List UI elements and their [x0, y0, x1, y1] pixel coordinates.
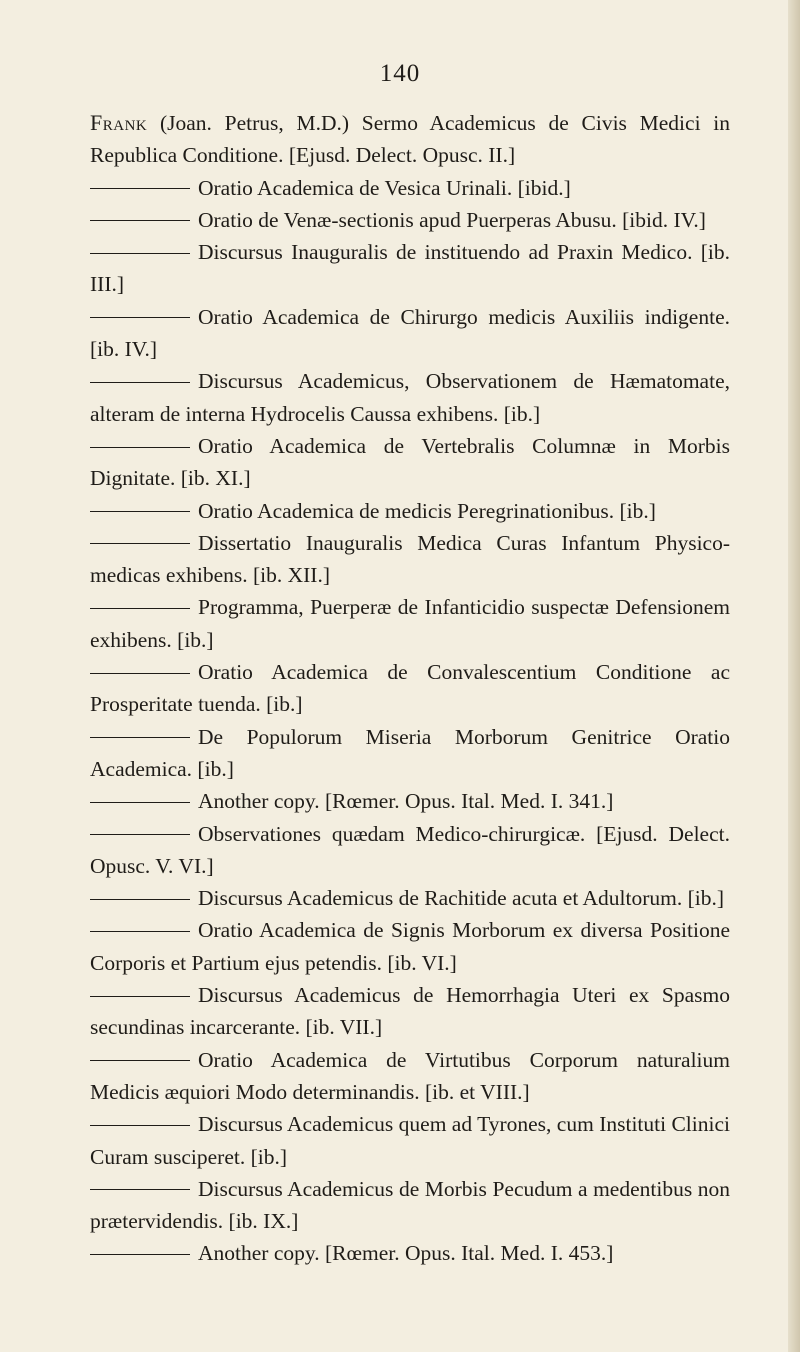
entry-text: Oratio Academica de Convalescentium Conditione ac Prosperitate tuenda. [ib.]: [90, 660, 730, 717]
ditto-rule: [90, 996, 190, 997]
ditto-rule: [90, 931, 190, 932]
ditto-rule: [90, 220, 190, 221]
entry-text: Discursus Academicus de Morbis Pecudum a medentibus non prætervidendis. [ib. IX.]: [90, 1176, 730, 1234]
author-name: Frank: [90, 110, 148, 135]
catalogue-entry: [90, 882, 730, 914]
catalogue-entry: [90, 172, 730, 204]
ditto-rule: [90, 1254, 190, 1255]
ditto-rule: [90, 188, 190, 189]
catalogue-entry: [90, 1044, 730, 1109]
entry-text: Another copy. [Rœmer. Opus. Ital. Med. I. 341.]: [198, 789, 614, 814]
ditto-rule: [90, 608, 190, 609]
catalogue-entry: [90, 721, 730, 786]
entry-text: Discursus Inauguralis de instituendo ad Praxin Medico. [ib. III.]: [90, 240, 730, 297]
page-number: 140: [379, 60, 421, 87]
ditto-rule: [90, 834, 190, 835]
catalogue-entry: [90, 656, 730, 721]
ditto-rule: [90, 382, 190, 383]
entry-text: (Joan. Petrus, M.D.) Sermo Academicus de Civis Medici in Republica Conditione. [Ejusd. Delect. Opusc. II.]: [90, 111, 730, 168]
ditto-rule: [90, 1189, 190, 1190]
ditto-rule: [90, 511, 190, 512]
entry-text: Discursus Academicus de Rachitide acuta et Adultorum. [ib.]: [198, 886, 725, 911]
catalogue-entry: [90, 495, 730, 527]
catalogue-entry: [90, 818, 730, 883]
entry-text: Oratio Academica de Vertebralis Columnæ in Morbis Dignitate. [ib. XI.]: [90, 433, 730, 491]
ditto-rule: [90, 253, 190, 254]
entry-text: Programma, Puerperæ de Infanticidio suspectæ Defensionem exhibens. [ib.]: [90, 595, 730, 652]
catalogue-entry: [90, 1173, 730, 1238]
entry-text: Dissertatio Inauguralis Medica Curas Infantum Physico-medicas exhibens. [ib. XII.]: [90, 530, 730, 588]
catalogue-text: [90, 107, 730, 1270]
catalogue-entry: [90, 204, 730, 236]
entry-text: Oratio Academica de medicis Peregrinationibus. [ib.]: [198, 498, 656, 523]
catalogue-entry-first: [90, 107, 730, 172]
ditto-rule: [90, 1125, 190, 1126]
catalogue-entry: [90, 236, 730, 301]
catalogue-entry: [90, 1108, 730, 1173]
catalogue-entry: [90, 591, 730, 656]
ditto-rule: [90, 317, 190, 318]
entry-text: Another copy. [Rœmer. Opus. Ital. Med. I. 453.]: [198, 1241, 614, 1266]
catalogue-entry: [90, 527, 730, 592]
entry-text: Discursus Academicus, Observationem de Hæmatomate, alteram de interna Hydrocelis Caussa exhibens. [ib.]: [90, 369, 730, 426]
catalogue-entry: [90, 979, 730, 1044]
ditto-rule: [90, 447, 190, 448]
catalogue-entry: [90, 430, 730, 495]
entry-text: Oratio Academica de Vesica Urinali. [ibid.]: [198, 175, 571, 200]
catalogue-entry: [90, 914, 730, 979]
catalogue-entry: [90, 1237, 730, 1269]
entry-text: Observationes quædam Medico-chirurgicæ. [Ejusd. Delect. Opusc. V. VI.]: [90, 821, 730, 878]
entry-text: Oratio Academica de Virtutibus Corporum naturalium Medicis æquiori Modo determinandis. [ib. et VIII.]: [90, 1047, 730, 1104]
entry-text: Oratio Academica de Signis Morborum ex diversa Positione Corporis et Partium ejus petendis. [ib. VI.]: [90, 918, 730, 975]
entry-text: Oratio Academica de Chirurgo medicis Auxiliis indigente. [ib. IV.]: [90, 304, 730, 362]
ditto-rule: [90, 1060, 190, 1061]
entry-text: Discursus Academicus de Hemorrhagia Uteri ex Spasmo secundinas incarcerante. [ib. VII.]: [90, 983, 730, 1040]
ditto-rule: [90, 802, 190, 803]
ditto-rule: [90, 737, 190, 738]
entry-text: Oratio de Venæ-sectionis apud Puerperas Abusu. [ibid. IV.]: [198, 207, 706, 232]
ditto-rule: [90, 673, 190, 674]
entry-text: Discursus Academicus quem ad Tyrones, cum Instituti Clinici Curam susciperet. [ib.]: [90, 1112, 730, 1169]
page-edge: [788, 0, 800, 1352]
ditto-rule: [90, 543, 190, 544]
catalogue-entry: [90, 301, 730, 366]
ditto-rule: [90, 899, 190, 900]
catalogue-entry: [90, 785, 730, 817]
entry-text: De Populorum Miseria Morborum Genitrice Oratio Academica. [ib.]: [90, 724, 730, 781]
catalogue-entry: [90, 365, 730, 430]
